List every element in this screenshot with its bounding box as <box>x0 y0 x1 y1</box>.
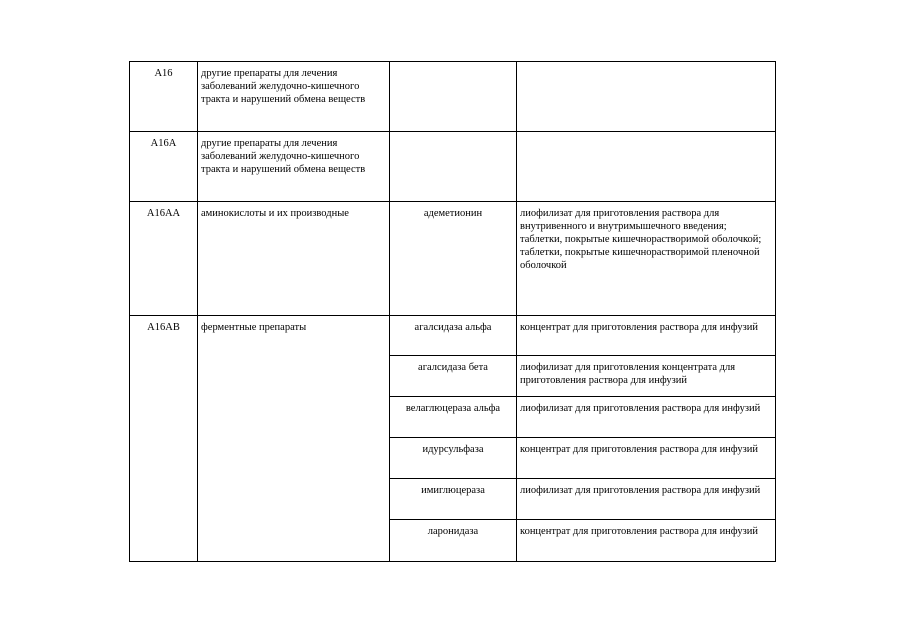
dosage-form-line: таблетки, покрытые кишечнорастворимой оболочкой; <box>520 234 762 245</box>
dosage-form-cell: лиофилизат для приготовления раствора для инфузий <box>517 397 776 438</box>
dosage-form-line: лиофилизат для приготовления раствора для внутривенного и внутримышечного введения; <box>520 208 727 232</box>
group-description-cell: другие препараты для лечения заболеваний желудочно-кишечного тракта и нарушений обмена веществ <box>198 62 390 132</box>
table-row <box>130 62 776 132</box>
atc-code-cell: A16 <box>130 62 198 132</box>
drug-classification-table <box>129 61 776 562</box>
dosage-form-cell <box>517 132 776 202</box>
dosage-form-cell <box>517 62 776 132</box>
drug-name-cell: велаглюцераза альфа <box>390 397 517 438</box>
drug-name-cell: ларонидаза <box>390 520 517 562</box>
drug-name-cell: имиглюцераза <box>390 479 517 520</box>
table-row <box>130 202 776 316</box>
dosage-form-cell: концентрат для приготовления раствора для инфузий <box>517 438 776 479</box>
drug-name-cell: агалсидаза альфа <box>390 316 517 356</box>
dosage-form-cell: лиофилизат для приготовления раствора для инфузий <box>517 479 776 520</box>
atc-code-cell: A16AB <box>130 316 198 562</box>
group-description-cell: другие препараты для лечения заболеваний желудочно-кишечного тракта и нарушений обмена веществ <box>198 132 390 202</box>
dosage-form-line: таблетки, покрытые кишечнорастворимой пленочной оболочкой <box>520 247 760 271</box>
table-row <box>130 132 776 202</box>
group-description-cell: ферментные препараты <box>198 316 390 562</box>
dosage-form-cell <box>517 202 776 316</box>
drug-name-cell <box>390 132 517 202</box>
dosage-form-cell: лиофилизат для приготовления концентрата для приготовления раствора для инфузий <box>517 356 776 397</box>
drug-name-cell <box>390 62 517 132</box>
dosage-form-cell: концентрат для приготовления раствора для инфузий <box>517 316 776 356</box>
dosage-form-cell: концентрат для приготовления раствора для инфузий <box>517 520 776 562</box>
group-description-cell: аминокислоты и их производные <box>198 202 390 316</box>
drug-name-cell: агалсидаза бета <box>390 356 517 397</box>
drug-name-cell: адеметионин <box>390 202 517 316</box>
table-row <box>130 316 776 356</box>
atc-code-cell: A16A <box>130 132 198 202</box>
drug-name-cell: идурсульфаза <box>390 438 517 479</box>
atc-code-cell: A16AA <box>130 202 198 316</box>
